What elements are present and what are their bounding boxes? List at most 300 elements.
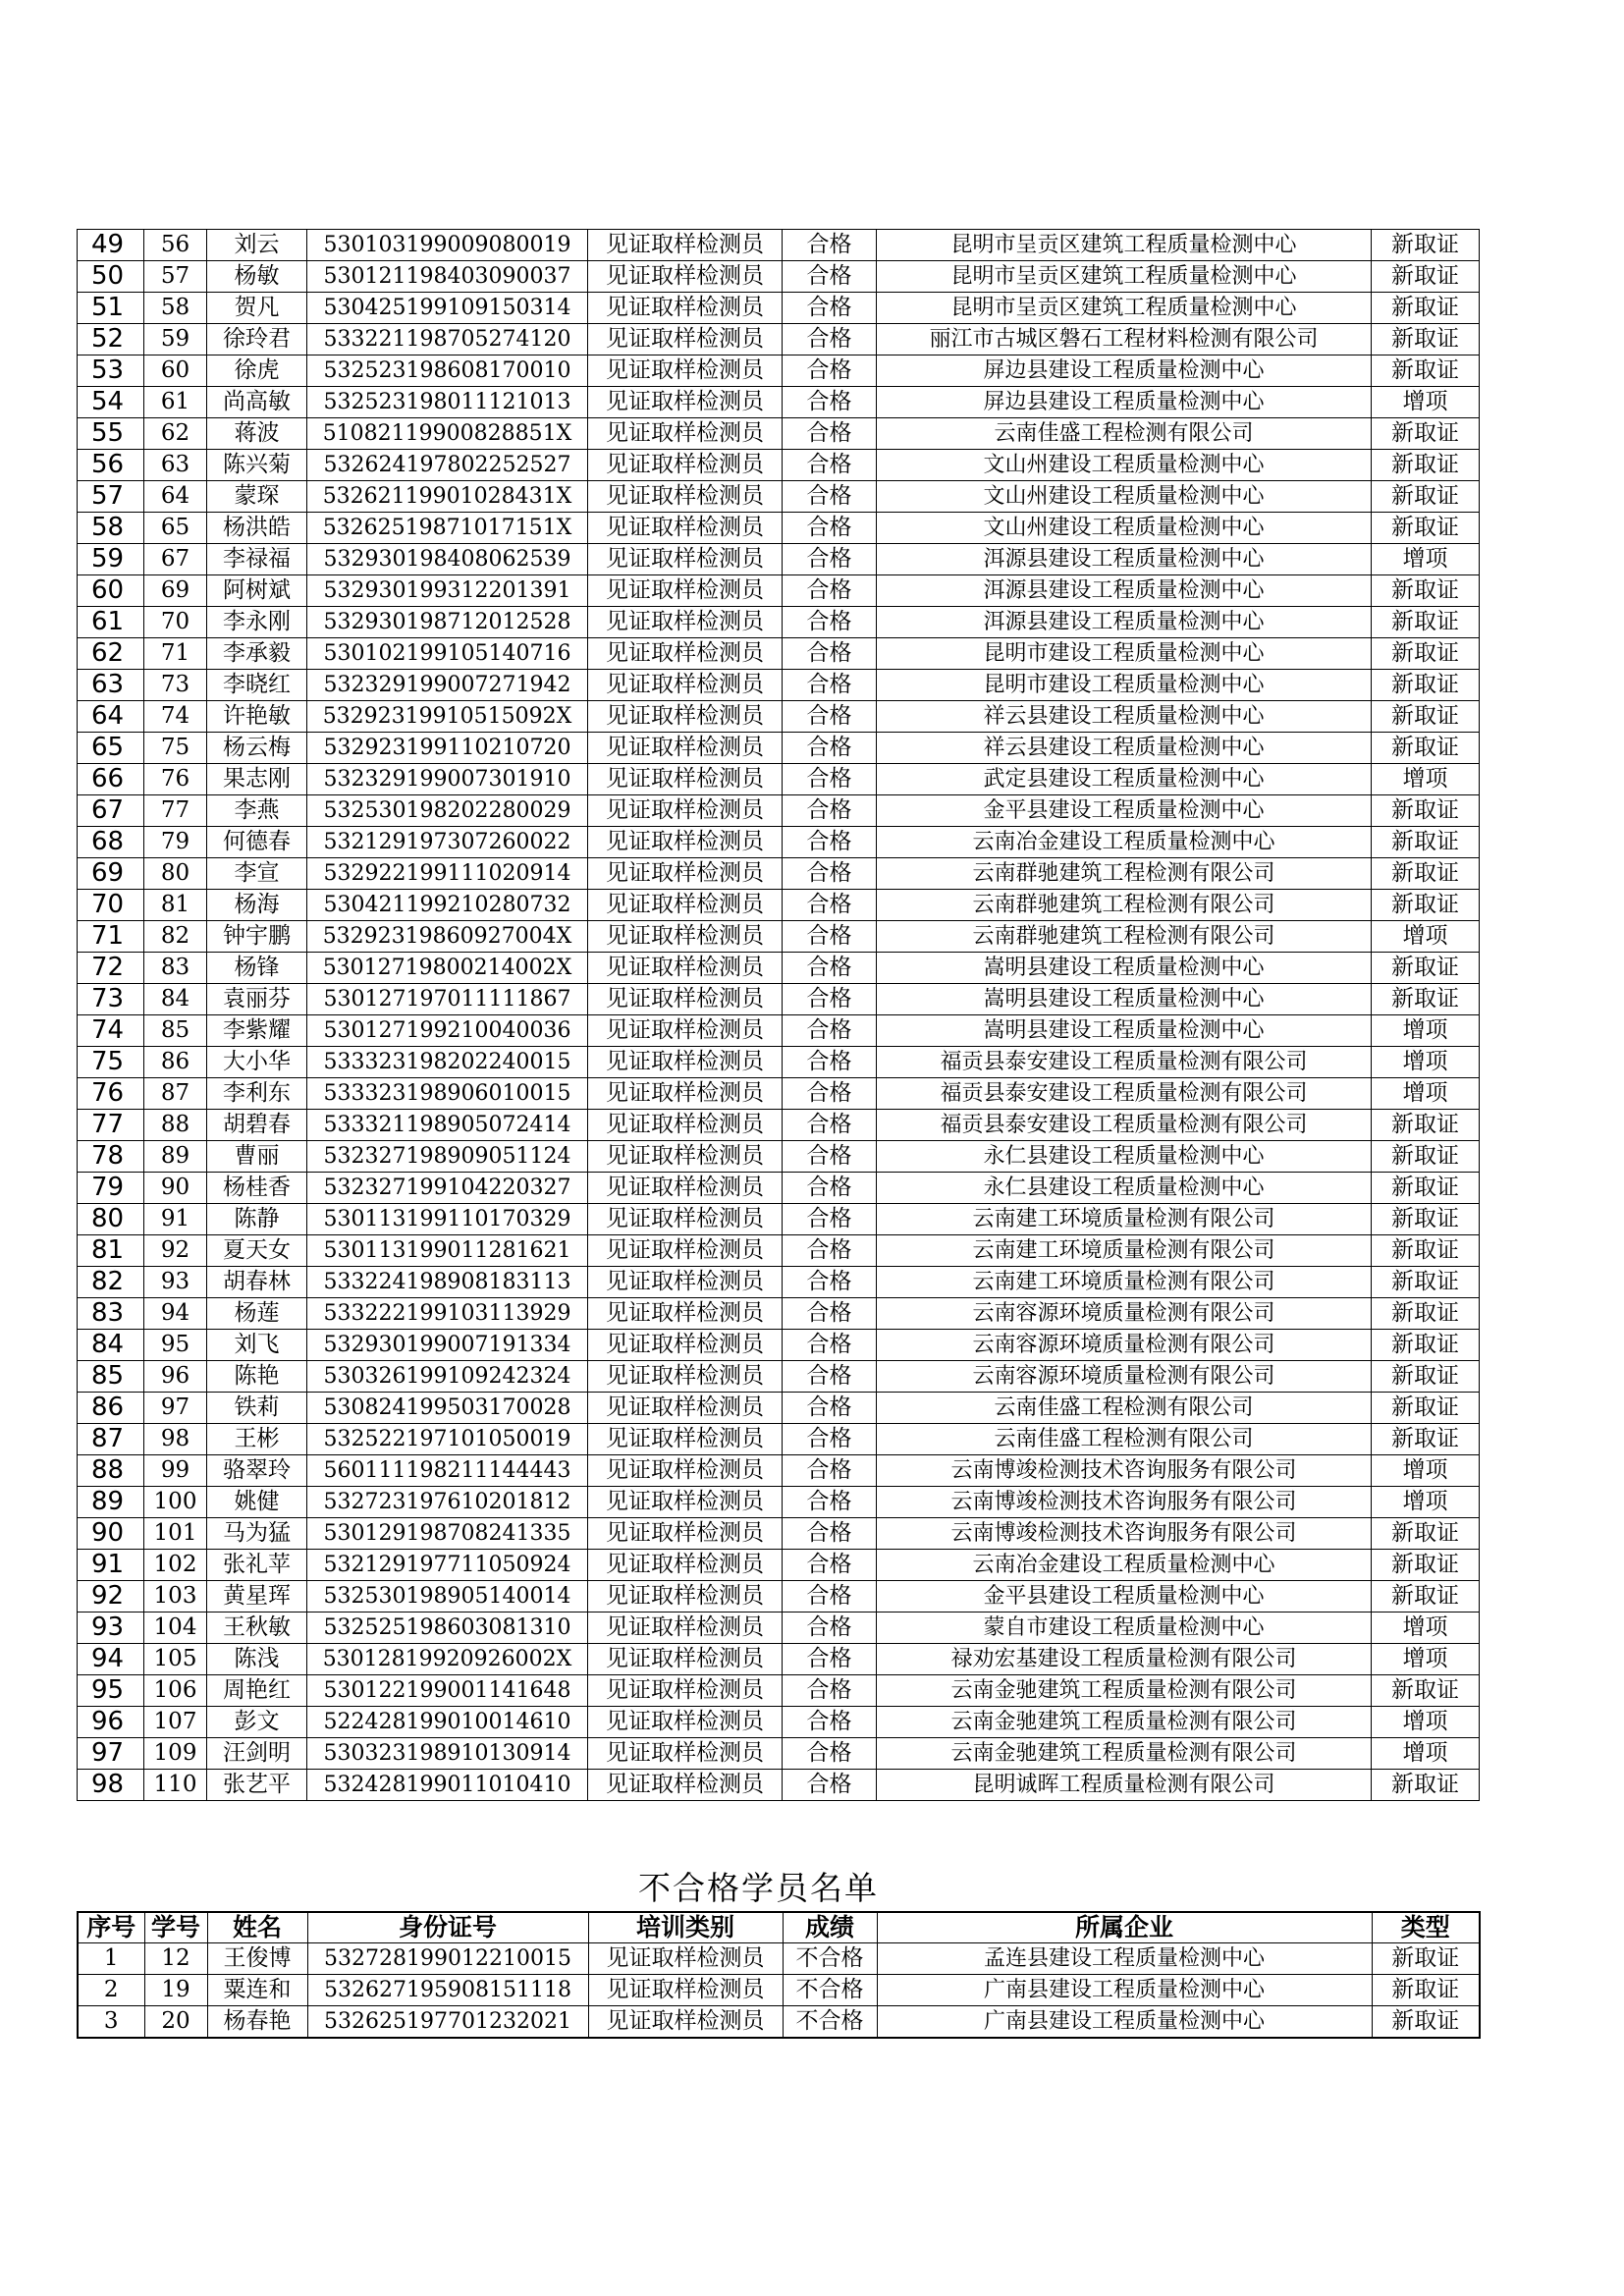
cert-type: 新取证 bbox=[1372, 1518, 1480, 1550]
training-category: 见证取样检测员 bbox=[588, 1047, 783, 1078]
training-category: 见证取样检测员 bbox=[588, 261, 783, 293]
cert-type: 新取证 bbox=[1372, 418, 1480, 450]
company: 文山州建设工程质量检测中心 bbox=[877, 450, 1372, 481]
student-no: 95 bbox=[144, 1330, 207, 1361]
id-number: 532930199007191334 bbox=[307, 1330, 588, 1361]
row-index: 1 bbox=[78, 1943, 144, 1975]
cert-type: 新取证 bbox=[1372, 1298, 1480, 1330]
cert-type: 新取证 bbox=[1372, 2006, 1480, 2039]
result: 合格 bbox=[783, 1487, 877, 1518]
result: 合格 bbox=[783, 1675, 877, 1707]
failed-student-row bbox=[78, 1943, 1480, 1975]
company: 昆明市呈贡区建筑工程质量检测中心 bbox=[877, 230, 1372, 261]
student-no: 75 bbox=[144, 733, 207, 764]
training-category: 见证取样检测员 bbox=[588, 1975, 783, 2006]
result: 合格 bbox=[783, 1361, 877, 1393]
student-name: 夏天女 bbox=[207, 1235, 307, 1267]
cert-type: 新取证 bbox=[1372, 1581, 1480, 1613]
passed-student-row bbox=[78, 1707, 1480, 1738]
company: 云南博竣检测技术咨询服务有限公司 bbox=[877, 1518, 1372, 1550]
cert-type: 新取证 bbox=[1372, 670, 1480, 701]
passed-student-row bbox=[78, 1141, 1480, 1173]
row-index: 89 bbox=[78, 1487, 144, 1518]
id-number: 560111198211144443 bbox=[307, 1455, 588, 1487]
id-number: 533323198906010015 bbox=[307, 1078, 588, 1110]
result: 合格 bbox=[783, 1393, 877, 1424]
student-name: 王彬 bbox=[207, 1424, 307, 1455]
student-no: 98 bbox=[144, 1424, 207, 1455]
company: 云南容源环境质量检测有限公司 bbox=[877, 1330, 1372, 1361]
student-no: 89 bbox=[144, 1141, 207, 1173]
training-category: 见证取样检测员 bbox=[588, 418, 783, 450]
training-category: 见证取样检测员 bbox=[588, 513, 783, 544]
row-index: 94 bbox=[78, 1644, 144, 1675]
company: 福贡县泰安建设工程质量检测有限公司 bbox=[877, 1110, 1372, 1141]
training-category: 见证取样检测员 bbox=[588, 575, 783, 607]
student-name: 杨敏 bbox=[207, 261, 307, 293]
cert-type: 新取证 bbox=[1372, 733, 1480, 764]
id-number: 532523198608170010 bbox=[307, 355, 588, 387]
row-index: 56 bbox=[78, 450, 144, 481]
id-number: 532728199012210015 bbox=[307, 1943, 588, 1975]
cert-type: 新取证 bbox=[1372, 984, 1480, 1015]
result: 合格 bbox=[783, 1047, 877, 1078]
result: 合格 bbox=[783, 858, 877, 890]
student-name: 徐虎 bbox=[207, 355, 307, 387]
student-no: 57 bbox=[144, 261, 207, 293]
company: 福贡县泰安建设工程质量检测有限公司 bbox=[877, 1047, 1372, 1078]
passed-student-row bbox=[78, 733, 1480, 764]
cert-type: 新取证 bbox=[1372, 355, 1480, 387]
company: 云南容源环境质量检测有限公司 bbox=[877, 1361, 1372, 1393]
company: 云南博竣检测技术咨询服务有限公司 bbox=[877, 1455, 1372, 1487]
row-index: 85 bbox=[78, 1361, 144, 1393]
cert-type: 新取证 bbox=[1372, 1361, 1480, 1393]
student-name: 杨桂香 bbox=[207, 1173, 307, 1204]
student-no: 103 bbox=[144, 1581, 207, 1613]
student-name: 许艳敏 bbox=[207, 701, 307, 733]
company: 嵩明县建设工程质量检测中心 bbox=[877, 984, 1372, 1015]
result: 合格 bbox=[783, 795, 877, 827]
student-name: 王俊博 bbox=[207, 1943, 307, 1975]
result: 合格 bbox=[783, 293, 877, 324]
student-no: 80 bbox=[144, 858, 207, 890]
result: 合格 bbox=[783, 607, 877, 638]
cert-type: 新取证 bbox=[1372, 1330, 1480, 1361]
passed-student-row bbox=[78, 795, 1480, 827]
company: 昆明市呈贡区建筑工程质量检测中心 bbox=[877, 261, 1372, 293]
cert-type: 增项 bbox=[1372, 1613, 1480, 1644]
student-name: 李燕 bbox=[207, 795, 307, 827]
company: 昆明市呈贡区建筑工程质量检测中心 bbox=[877, 293, 1372, 324]
training-category: 见证取样检测员 bbox=[588, 890, 783, 921]
result: 合格 bbox=[783, 575, 877, 607]
student-name: 大小华 bbox=[207, 1047, 307, 1078]
cert-type: 新取证 bbox=[1372, 481, 1480, 513]
passed-student-row bbox=[78, 1393, 1480, 1424]
row-index: 96 bbox=[78, 1707, 144, 1738]
id-number: 530824199503170028 bbox=[307, 1393, 588, 1424]
training-category: 见证取样检测员 bbox=[588, 1675, 783, 1707]
student-name: 刘飞 bbox=[207, 1330, 307, 1361]
id-number: 530129198708241335 bbox=[307, 1518, 588, 1550]
passed-student-row bbox=[78, 450, 1480, 481]
id-number: 532930199312201391 bbox=[307, 575, 588, 607]
passed-student-row bbox=[78, 1550, 1480, 1581]
student-no: 104 bbox=[144, 1613, 207, 1644]
row-index: 77 bbox=[78, 1110, 144, 1141]
company: 云南佳盛工程检测有限公司 bbox=[877, 1393, 1372, 1424]
cert-type: 新取证 bbox=[1372, 324, 1480, 355]
student-no: 70 bbox=[144, 607, 207, 638]
company: 昆明市建设工程质量检测中心 bbox=[877, 638, 1372, 670]
passed-student-row bbox=[78, 1015, 1480, 1047]
id-number: 533221198705274120 bbox=[307, 324, 588, 355]
student-name: 张艺平 bbox=[207, 1770, 307, 1801]
training-category: 见证取样检测员 bbox=[588, 795, 783, 827]
student-no: 101 bbox=[144, 1518, 207, 1550]
cert-type: 增项 bbox=[1372, 921, 1480, 953]
row-index: 95 bbox=[78, 1675, 144, 1707]
training-category: 见证取样检测员 bbox=[588, 1173, 783, 1204]
passed-student-row bbox=[78, 1110, 1480, 1141]
student-no: 79 bbox=[144, 827, 207, 858]
row-index: 63 bbox=[78, 670, 144, 701]
student-name: 蒙琛 bbox=[207, 481, 307, 513]
student-no: 109 bbox=[144, 1738, 207, 1770]
student-no: 94 bbox=[144, 1298, 207, 1330]
passed-student-row bbox=[78, 513, 1480, 544]
student-name: 铁莉 bbox=[207, 1393, 307, 1424]
row-index: 88 bbox=[78, 1455, 144, 1487]
id-number: 532624197802252527 bbox=[307, 450, 588, 481]
result: 合格 bbox=[783, 481, 877, 513]
result: 合格 bbox=[783, 1204, 877, 1235]
student-name: 骆翠玲 bbox=[207, 1455, 307, 1487]
company: 祥云县建设工程质量检测中心 bbox=[877, 733, 1372, 764]
student-name: 尚高敏 bbox=[207, 387, 307, 418]
id-number: 53262119901028431X bbox=[307, 481, 588, 513]
training-category: 见证取样检测员 bbox=[588, 1298, 783, 1330]
student-no: 105 bbox=[144, 1644, 207, 1675]
student-name: 周艳红 bbox=[207, 1675, 307, 1707]
id-number: 532327198909051124 bbox=[307, 1141, 588, 1173]
id-number: 530113199011281621 bbox=[307, 1235, 588, 1267]
result: 合格 bbox=[783, 544, 877, 575]
training-category: 见证取样检测员 bbox=[588, 1330, 783, 1361]
result: 合格 bbox=[783, 1613, 877, 1644]
training-category: 见证取样检测员 bbox=[588, 638, 783, 670]
id-number: 530102199105140716 bbox=[307, 638, 588, 670]
student-no: 81 bbox=[144, 890, 207, 921]
training-category: 见证取样检测员 bbox=[588, 450, 783, 481]
training-category: 见证取样检测员 bbox=[588, 1770, 783, 1801]
id-number: 53012819920926002X bbox=[307, 1644, 588, 1675]
company: 云南群驰建筑工程检测有限公司 bbox=[877, 890, 1372, 921]
result: 合格 bbox=[783, 953, 877, 984]
student-no: 85 bbox=[144, 1015, 207, 1047]
row-index: 87 bbox=[78, 1424, 144, 1455]
passed-student-row bbox=[78, 1047, 1480, 1078]
student-no: 102 bbox=[144, 1550, 207, 1581]
result: 合格 bbox=[783, 324, 877, 355]
id-number: 530121198403090037 bbox=[307, 261, 588, 293]
cert-type: 增项 bbox=[1372, 1047, 1480, 1078]
passed-student-row bbox=[78, 1738, 1480, 1770]
id-number: 530421199210280732 bbox=[307, 890, 588, 921]
passed-student-row bbox=[78, 418, 1480, 450]
student-name: 杨云梅 bbox=[207, 733, 307, 764]
company: 文山州建设工程质量检测中心 bbox=[877, 481, 1372, 513]
passed-student-row bbox=[78, 293, 1480, 324]
row-index: 57 bbox=[78, 481, 144, 513]
cert-type: 新取证 bbox=[1372, 953, 1480, 984]
training-category: 见证取样检测员 bbox=[588, 1738, 783, 1770]
student-no: 56 bbox=[144, 230, 207, 261]
id-number: 53012719800214002X bbox=[307, 953, 588, 984]
student-no: 92 bbox=[144, 1235, 207, 1267]
row-index: 67 bbox=[78, 795, 144, 827]
student-no: 77 bbox=[144, 795, 207, 827]
result: 合格 bbox=[783, 450, 877, 481]
id-number: 530103199009080019 bbox=[307, 230, 588, 261]
student-name: 胡碧春 bbox=[207, 1110, 307, 1141]
passed-student-row bbox=[78, 1330, 1480, 1361]
cert-type: 新取证 bbox=[1372, 1141, 1480, 1173]
cert-type: 新取证 bbox=[1372, 1770, 1480, 1801]
company: 洱源县建设工程质量检测中心 bbox=[877, 607, 1372, 638]
id-number: 532930198408062539 bbox=[307, 544, 588, 575]
company: 嵩明县建设工程质量检测中心 bbox=[877, 953, 1372, 984]
row-index: 74 bbox=[78, 1015, 144, 1047]
cert-type: 新取证 bbox=[1372, 1267, 1480, 1298]
student-no: 107 bbox=[144, 1707, 207, 1738]
company: 云南冶金建设工程质量检测中心 bbox=[877, 827, 1372, 858]
passed-student-row bbox=[78, 481, 1480, 513]
training-category: 见证取样检测员 bbox=[588, 1518, 783, 1550]
student-name: 李永刚 bbox=[207, 607, 307, 638]
student-name: 阿树斌 bbox=[207, 575, 307, 607]
id-number: 530127197011111867 bbox=[307, 984, 588, 1015]
id-number: 532129197307260022 bbox=[307, 827, 588, 858]
cert-type: 增项 bbox=[1372, 387, 1480, 418]
training-category: 见证取样检测员 bbox=[588, 984, 783, 1015]
header-name: 姓名 bbox=[207, 1912, 307, 1943]
passed-student-row bbox=[78, 1298, 1480, 1330]
cert-type: 新取证 bbox=[1372, 1235, 1480, 1267]
training-category: 见证取样检测员 bbox=[588, 1204, 783, 1235]
id-number: 532327199104220327 bbox=[307, 1173, 588, 1204]
id-number: 532923199110210720 bbox=[307, 733, 588, 764]
result: 合格 bbox=[783, 638, 877, 670]
passed-student-row bbox=[78, 1518, 1480, 1550]
result: 不合格 bbox=[783, 1975, 877, 2006]
company: 云南佳盛工程检测有限公司 bbox=[877, 1424, 1372, 1455]
result: 合格 bbox=[783, 1738, 877, 1770]
passed-student-row bbox=[78, 984, 1480, 1015]
cert-type: 新取证 bbox=[1372, 890, 1480, 921]
student-name: 陈静 bbox=[207, 1204, 307, 1235]
passed-student-row bbox=[78, 1173, 1480, 1204]
student-name: 彭文 bbox=[207, 1707, 307, 1738]
company: 云南建工环境质量检测有限公司 bbox=[877, 1204, 1372, 1235]
cert-type: 新取证 bbox=[1372, 858, 1480, 890]
result: 合格 bbox=[783, 1015, 877, 1047]
company: 福贡县泰安建设工程质量检测有限公司 bbox=[877, 1078, 1372, 1110]
cert-type: 新取证 bbox=[1372, 1424, 1480, 1455]
row-index: 79 bbox=[78, 1173, 144, 1204]
passed-student-row bbox=[78, 1455, 1480, 1487]
cert-type: 新取证 bbox=[1372, 450, 1480, 481]
training-category: 见证取样检测员 bbox=[588, 324, 783, 355]
result: 合格 bbox=[783, 1581, 877, 1613]
student-no: 83 bbox=[144, 953, 207, 984]
company: 云南群驰建筑工程检测有限公司 bbox=[877, 858, 1372, 890]
id-number: 532522197101050019 bbox=[307, 1424, 588, 1455]
training-category: 见证取样检测员 bbox=[588, 1707, 783, 1738]
row-index: 50 bbox=[78, 261, 144, 293]
student-no: 86 bbox=[144, 1047, 207, 1078]
training-category: 见证取样检测员 bbox=[588, 1110, 783, 1141]
failed-student-row bbox=[78, 2006, 1480, 2039]
row-index: 64 bbox=[78, 701, 144, 733]
student-name: 何德春 bbox=[207, 827, 307, 858]
company: 广南县建设工程质量检测中心 bbox=[877, 1975, 1372, 2006]
result: 合格 bbox=[783, 890, 877, 921]
student-no: 19 bbox=[144, 1975, 207, 2006]
row-index: 55 bbox=[78, 418, 144, 450]
student-name: 李晓红 bbox=[207, 670, 307, 701]
training-category: 见证取样检测员 bbox=[588, 1078, 783, 1110]
passed-student-row bbox=[78, 1078, 1480, 1110]
student-no: 90 bbox=[144, 1173, 207, 1204]
result: 合格 bbox=[783, 1518, 877, 1550]
row-index: 59 bbox=[78, 544, 144, 575]
cert-type: 新取证 bbox=[1372, 1110, 1480, 1141]
result: 合格 bbox=[783, 1110, 877, 1141]
company: 云南金驰建筑工程质量检测有限公司 bbox=[877, 1675, 1372, 1707]
student-name: 杨莲 bbox=[207, 1298, 307, 1330]
company: 洱源县建设工程质量检测中心 bbox=[877, 575, 1372, 607]
id-number: 530323198910130914 bbox=[307, 1738, 588, 1770]
student-no: 69 bbox=[144, 575, 207, 607]
row-index: 69 bbox=[78, 858, 144, 890]
row-index: 78 bbox=[78, 1141, 144, 1173]
training-category: 见证取样检测员 bbox=[588, 607, 783, 638]
cert-type: 新取证 bbox=[1372, 1550, 1480, 1581]
training-category: 见证取样检测员 bbox=[588, 1581, 783, 1613]
passed-student-row bbox=[78, 230, 1480, 261]
training-category: 见证取样检测员 bbox=[588, 858, 783, 890]
company: 永仁县建设工程质量检测中心 bbox=[877, 1173, 1372, 1204]
company: 丽江市古城区磐石工程材料检测有限公司 bbox=[877, 324, 1372, 355]
id-number: 51082119900828851X bbox=[307, 418, 588, 450]
passed-student-row bbox=[78, 1613, 1480, 1644]
passed-student-row bbox=[78, 921, 1480, 953]
cert-type: 增项 bbox=[1372, 764, 1480, 795]
row-index: 53 bbox=[78, 355, 144, 387]
result: 合格 bbox=[783, 733, 877, 764]
passed-students-table bbox=[77, 229, 1480, 1801]
result: 合格 bbox=[783, 1550, 877, 1581]
student-name: 李承毅 bbox=[207, 638, 307, 670]
passed-student-row bbox=[78, 1361, 1480, 1393]
student-no: 97 bbox=[144, 1393, 207, 1424]
passed-student-row bbox=[78, 638, 1480, 670]
id-number: 530127199210040036 bbox=[307, 1015, 588, 1047]
student-no: 106 bbox=[144, 1675, 207, 1707]
student-no: 82 bbox=[144, 921, 207, 953]
row-index: 65 bbox=[78, 733, 144, 764]
row-index: 54 bbox=[78, 387, 144, 418]
cert-type: 新取证 bbox=[1372, 1943, 1480, 1975]
student-name: 胡春林 bbox=[207, 1267, 307, 1298]
student-name: 李利东 bbox=[207, 1078, 307, 1110]
training-category: 见证取样检测员 bbox=[588, 544, 783, 575]
result: 合格 bbox=[783, 701, 877, 733]
result: 合格 bbox=[783, 827, 877, 858]
id-number: 533224198908183113 bbox=[307, 1267, 588, 1298]
student-name: 杨锋 bbox=[207, 953, 307, 984]
result: 合格 bbox=[783, 1141, 877, 1173]
student-no: 63 bbox=[144, 450, 207, 481]
passed-student-row bbox=[78, 1644, 1480, 1675]
cert-type: 新取证 bbox=[1372, 1204, 1480, 1235]
row-index: 84 bbox=[78, 1330, 144, 1361]
header-index: 序号 bbox=[78, 1912, 144, 1943]
passed-student-row bbox=[78, 1267, 1480, 1298]
row-index: 97 bbox=[78, 1738, 144, 1770]
passed-student-row bbox=[78, 858, 1480, 890]
training-category: 见证取样检测员 bbox=[588, 293, 783, 324]
cert-type: 新取证 bbox=[1372, 638, 1480, 670]
id-number: 53292319910515092X bbox=[307, 701, 588, 733]
id-number: 532129197711050924 bbox=[307, 1550, 588, 1581]
student-no: 67 bbox=[144, 544, 207, 575]
company: 文山州建设工程质量检测中心 bbox=[877, 513, 1372, 544]
company: 金平县建设工程质量检测中心 bbox=[877, 795, 1372, 827]
cert-type: 增项 bbox=[1372, 1487, 1480, 1518]
row-index: 82 bbox=[78, 1267, 144, 1298]
cert-type: 增项 bbox=[1372, 1644, 1480, 1675]
student-no: 59 bbox=[144, 324, 207, 355]
company: 祥云县建设工程质量检测中心 bbox=[877, 701, 1372, 733]
training-category: 见证取样检测员 bbox=[588, 1393, 783, 1424]
header-student-no: 学号 bbox=[144, 1912, 207, 1943]
result: 合格 bbox=[783, 1078, 877, 1110]
row-index: 2 bbox=[78, 1975, 144, 2006]
company: 云南冶金建设工程质量检测中心 bbox=[877, 1550, 1372, 1581]
result: 合格 bbox=[783, 1298, 877, 1330]
cert-type: 新取证 bbox=[1372, 575, 1480, 607]
id-number: 530113199110170329 bbox=[307, 1204, 588, 1235]
result: 合格 bbox=[783, 1235, 877, 1267]
passed-student-row bbox=[78, 1424, 1480, 1455]
company: 云南金驰建筑工程质量检测有限公司 bbox=[877, 1707, 1372, 1738]
training-category: 见证取样检测员 bbox=[588, 1550, 783, 1581]
company: 昆明诚晖工程质量检测有限公司 bbox=[877, 1770, 1372, 1801]
student-name: 汪剑明 bbox=[207, 1738, 307, 1770]
passed-student-row bbox=[78, 355, 1480, 387]
cert-type: 新取证 bbox=[1372, 795, 1480, 827]
passed-student-row bbox=[78, 890, 1480, 921]
company: 云南容源环境质量检测有限公司 bbox=[877, 1298, 1372, 1330]
passed-student-row bbox=[78, 607, 1480, 638]
company: 禄劝宏基建设工程质量检测有限公司 bbox=[877, 1644, 1372, 1675]
passed-student-row bbox=[78, 575, 1480, 607]
failed-list-title: 不合格学员名单 bbox=[638, 1869, 879, 1907]
header-company: 所属企业 bbox=[877, 1912, 1372, 1943]
